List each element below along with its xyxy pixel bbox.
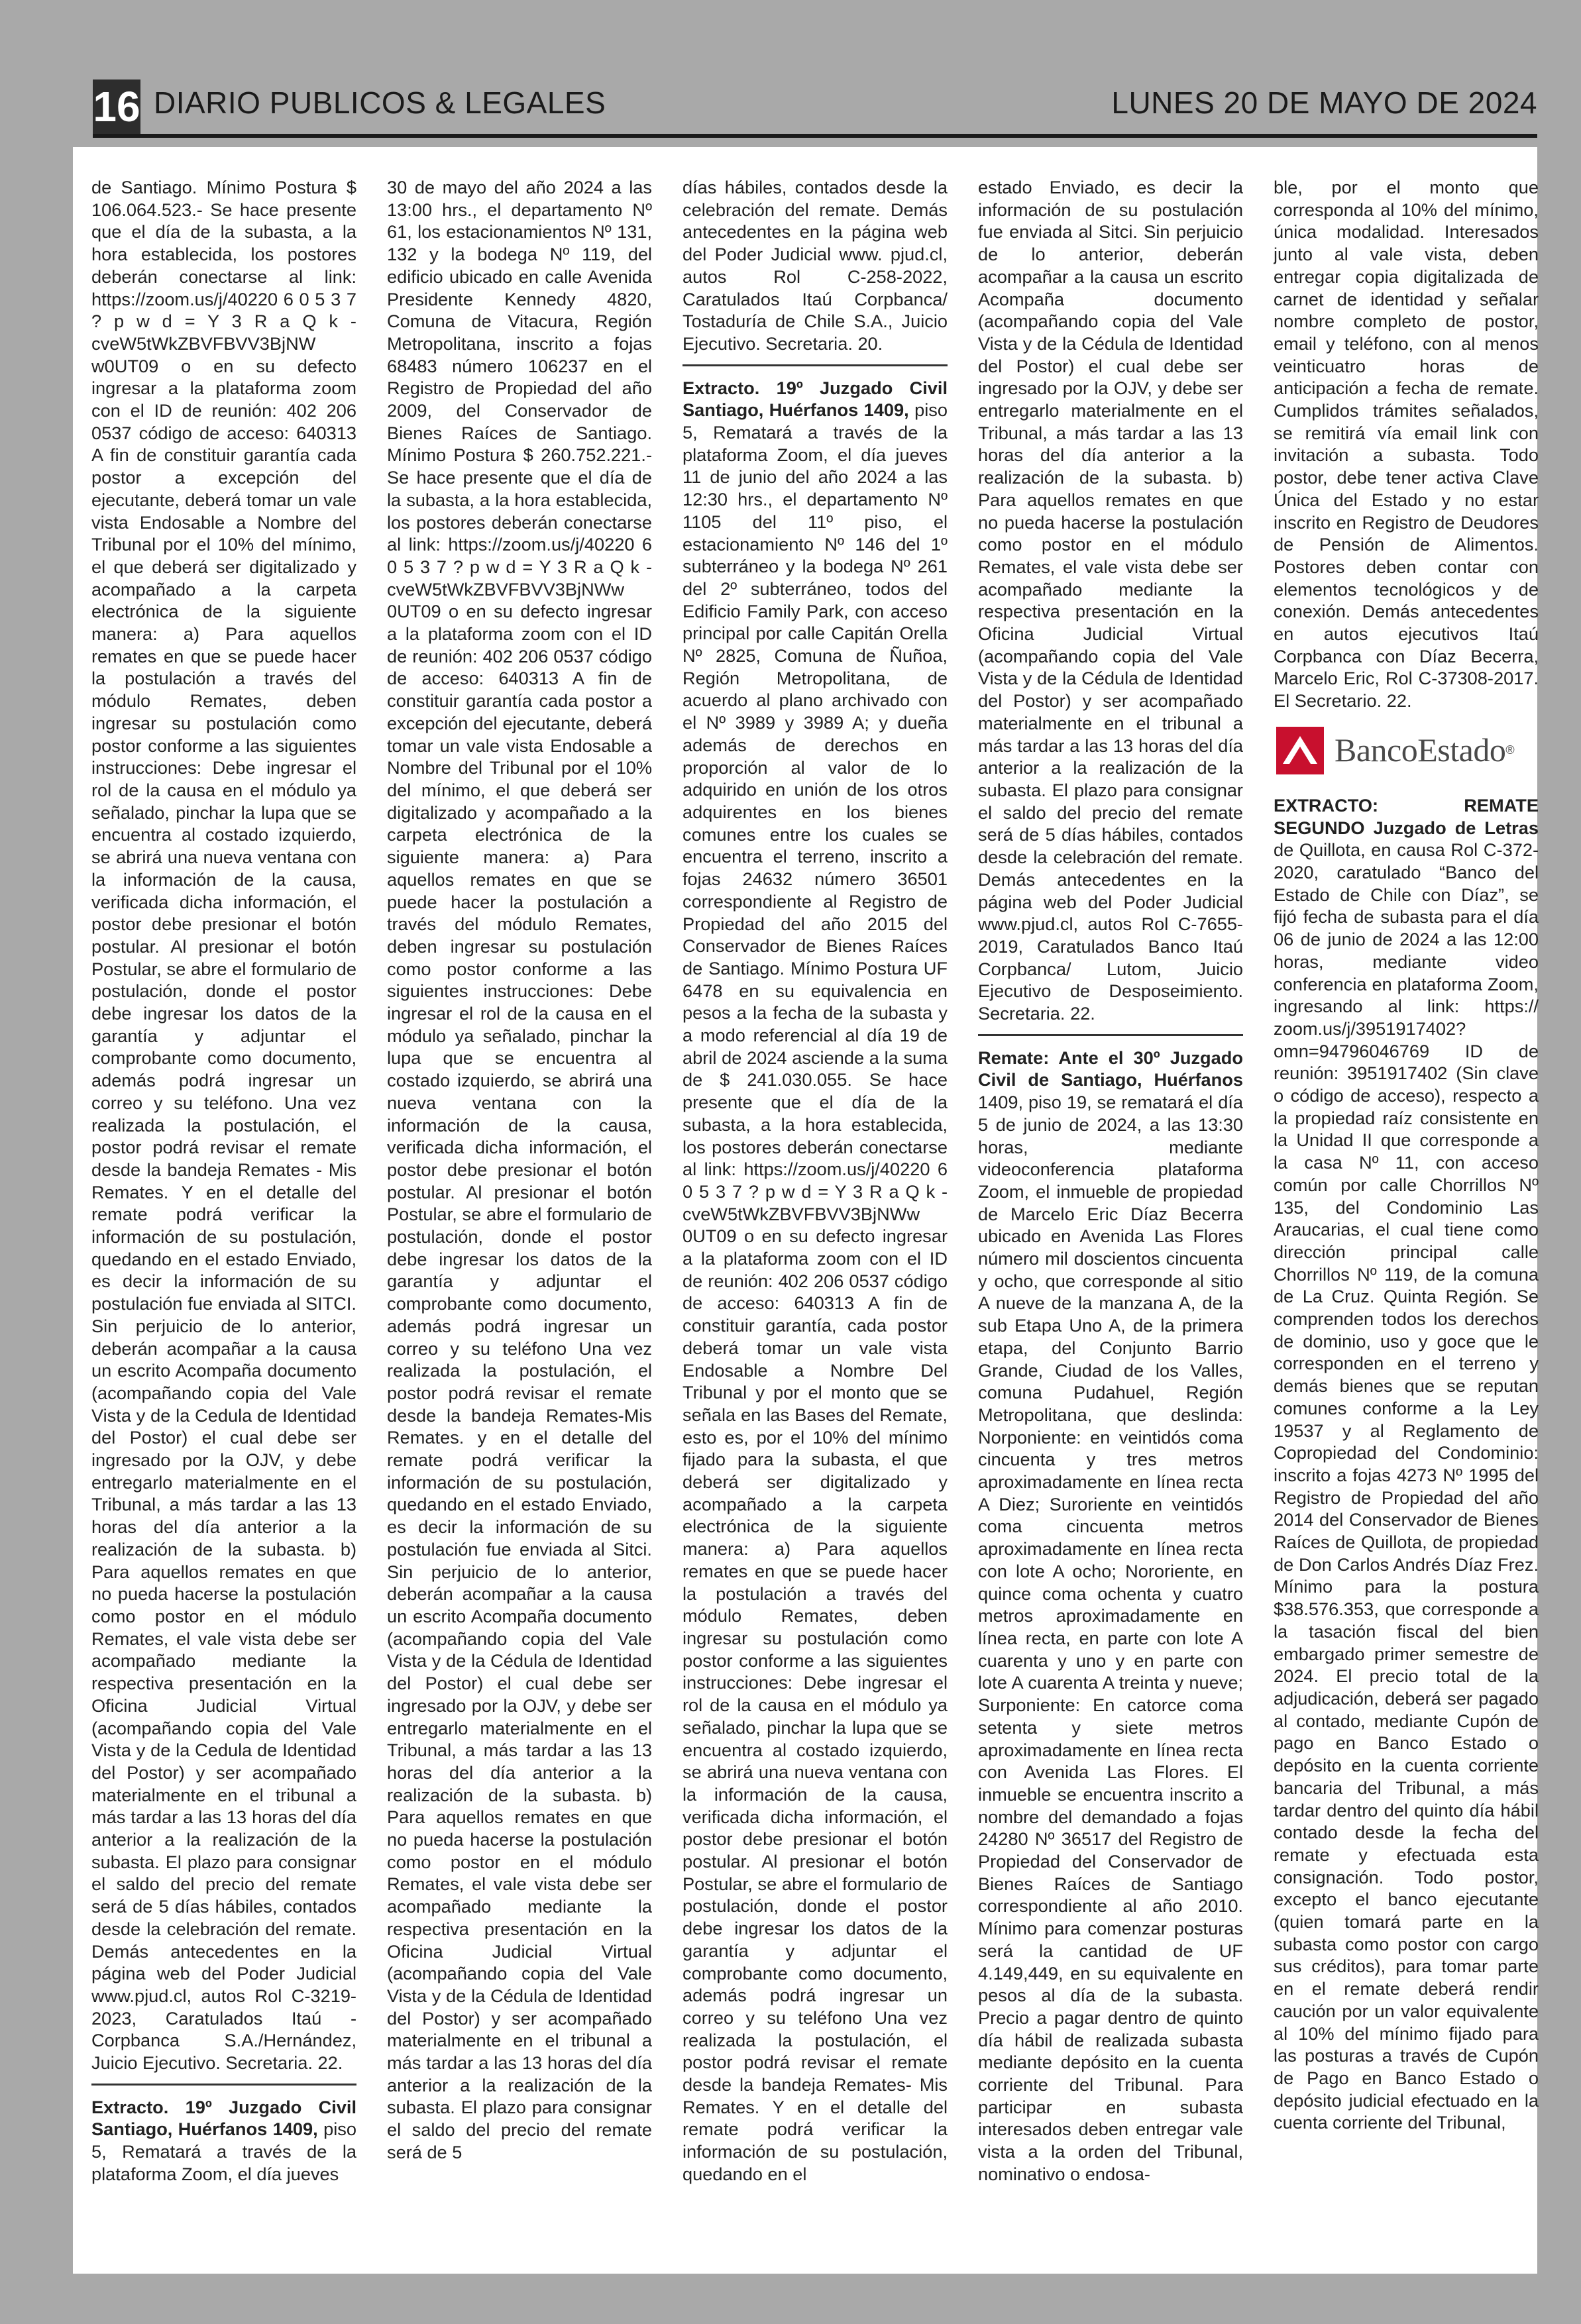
page-header	[93, 79, 1537, 138]
notice-text	[387, 176, 652, 2164]
column-3	[682, 176, 948, 2256]
column-4	[978, 176, 1243, 2256]
column-1	[91, 176, 356, 2256]
notice-text	[682, 176, 948, 355]
notice-text	[91, 176, 356, 2074]
section-title: DIARIO PUBLICOS & LEGALES	[154, 85, 606, 120]
notice-body: estado Enviado, es decir la información de su postulación fue enviada al Sitci. Sin perjuicio de lo anterior, deberán acompañar a la causa un escrito Acompaña documento (acompañando copia del Vale Vista y de la Cédula de Identidad del Postor) el cual debe ser ingresado por la OJV, y debe ser entregarlo materialmente en el Tribunal, a más tardar a las 13 horas del día anterior a la realización de la subasta. b) Para aquellos remates en que no pueda hacerse la postulación como postor en el módulo Remates, el vale vista debe ser acompañado mediante la respectiva presentación en la Oficina Judicial Virtual (acompañando copia del Vale Vista y de la Cédula de Identidad del Postor) y ser acompañado materialmente en el tribunal a más tardar a las 13 horas del día anterior a la realización de la subasta. El plazo para consignar el saldo del precio del remate será de 5 días hábiles, contados desde la celebración del remate. Demás antecedentes en la página web del Poder Judicial www.pjud.cl, autos Rol C-7655-2019, Caratulados Banco Itaú Corpbanca/ Lutom, Juicio Ejecutivo de Desposeimiento. Secretaria. 22.	[978, 177, 1243, 1024]
notice-paragraph	[1274, 794, 1539, 2134]
notice-body: 1409, piso 19, se rematará el día 5 de junio de 2024, a las 13:30 horas, mediante videoconferencia plataforma Zoom, el inmueble de propiedad de Marcelo Eric Díaz Becerra ubicado en Avenida Las Flores número mil doscientos cincuenta y ocho, que corresponde al sitio A nueve de la manzana A, de la sub Etapa Uno A, de la primera etapa, del Conjunto Barrio Grande, Ciudad de los Valles, comuna Pudahuel, Región Metropolitana, que deslinda: Norponiente: en veintidós coma cincuenta y tres metros aproximadamente en línea recta A Diez; Suroriente en veintidós coma cincuenta metros aproximadamente en línea recta con lote A ocho; Nororiente, en quince coma ochenta y cuatro metros aproximadamente en línea recta, en parte con lote A cuarenta y uno y en parte con lote A cuarenta A treinta y nueve; Surponiente: En catorce coma setenta y siete metros aproximadamente en línea recta con Avenida Las Flores. El inmueble se encuentra inscrito a nombre del demandado a fojas 24280 Nº 36517 del Registro de Propiedad del Conservador de Bienes Raíces de Santiago correspondiente al año 2010. Mínimo para comenzar posturas será la cantidad de UF 4.149,449, en su equivalente en pesos al día de la subasta. Precio a pagar dentro de quinto día hábil de realizada subasta mediante depósito en la cuenta corriente del Tribunal. Para participar en subasta interesados deben entregar vale vista a la orden del Tribunal, nominativo o endosa-	[978, 1092, 1243, 2184]
notice-body: ble, por el monto que corresponda al 10% del mínimo, única modalidad. Interesados junto al vale vista, deben entregar copia digitalizada de carnet de identidad y señalar nombre completo de postor, email y teléfono, con al menos veinticuatro horas de anticipación a fecha de remate. Cumplidos trámites señalados, se remitirá vía email link con invitación a subasta. Todo postor, debe tener activa Clave Única del Estado y no estar inscrito en Registro de Deudores de Pensión de Alimentos. Postores deben contar con elementos tecnológicos y de conexión. Demás antecedentes en autos ejecutivos Itaú Corpbanca con Díaz Becerra, Marcelo Eric, Rol C-37308-2017. El Secretario. 22.	[1274, 177, 1539, 712]
notice-text	[978, 176, 1243, 1025]
notice-body: días hábiles, contados desde la celebración del remate. Demás antecedentes en la página web del Poder Judicial www. pjud.cl, autos Rol C-258-2022, Caratulados Itaú Corpbanca/ Tostaduría de Chile S.A., Juicio Ejecutivo. Secretaria. 20.	[682, 177, 948, 354]
content-sheet	[73, 147, 1537, 2274]
notice-divider	[91, 2084, 356, 2086]
logo-wordmark: BancoEstado	[1335, 731, 1506, 769]
registered-mark: ®	[1505, 743, 1515, 757]
page-number: 16	[93, 79, 140, 134]
column-5	[1274, 176, 1539, 2256]
issue-date: LUNES 20 DE MAYO DE 2024	[1111, 85, 1537, 120]
bancoestado-logo	[1274, 719, 1539, 782]
notice-divider	[978, 1034, 1243, 1036]
notice-heading: Remate: Ante el 30º Juzgado Civil de Santiago, Huérfanos	[978, 1047, 1243, 1090]
notice-heading: EXTRACTO: REMATE SEGUNDO Juzgado de Letras	[1274, 794, 1539, 838]
notice-body: piso 5, Rematará a través de la plataforma Zoom, el día jueves 11 de junio del año 2024 a las 12:30 hrs., el departamento Nº 1105 del 11º piso, el estacionamiento Nº 146 del 1º subterráneo y la bodega Nº 261 del 2º subterráneo, todos del Edificio Family Park, con acceso principal por calle Capitán Orella Nº 2825, Comuna de Ñuñoa, Región Metropolitana, de acuerdo al plano archivado con el Nº 3989 y 3989 A; y dueña además de derechos en proporción al valor de lo adquirido en unión de los otros adquirentes en los bienes comunes entre los cuales se encuentra el terreno, inscrito a fojas 24632 número 36501 correspondiente al Registro de Propiedad del año 2015 del Conservador de Bienes Raíces de Santiago. Mínimo Postura UF 6478 en su equivalencia en pesos a la fecha de la subasta y a modo referencial al día 19 de abril de 2024 asciende a la suma de $ 241.030.055. Se hace presente que el día de la subasta, a la hora establecida, los postores deberán conectarse al link: https://zoom.us/j/40220 6 0 5 3 7 ? p w d = Y 3 R a Q k - cveW5tWkZBVFBVV3BjNWw 0UT09 o en su defecto ingresar a la plataforma zoom con el ID de reunión: 402 206 0537 código de acceso: 640313 A fin de constituir garantía, cada postor deberá tomar un vale vista Endosable a Nombre Del Tribunal y por el monto que se señala en las Bases del Remate, esto es, por el 10% del mínimo fijado para la subasta, el que deberá ser digitalizado y acompañado a la carpeta electrónica de la siguiente manera: a) Para aquellos remates en que se puede hacer la postulación a través del módulo Remates, deben ingresar su postulación como postor conforme a las siguientes instrucciones: Debe ingresar el rol de la causa en el módulo ya señalado, pinchar la lupa que se encuentra al costado izquierdo, se abrirá una nueva ventana con la información de la causa, verificada dicha información, el postor debe presionar el botón postular. Al presionar el botón Postular, se abre el formulario de postulación, donde el postor debe ingresar los datos de la garantía y adjuntar el comprobante como documento, además podrá ingresar un correo y su teléfono Una vez realizada la postulación, el postor podrá revisar el remate desde la bandeja Remates- Mis Remates. Y en el detalle del remate podrá verificar la información de su postulación, quedando en el	[682, 399, 948, 2184]
notice-body: de Quillota, en causa Rol C-372-2020, caratulado “Banco del Estado de Chile con Díaz”, se fijó fecha de subasta para el día 06 de junio de 2024 a las 12:00 horas, mediante video conferencia en plataforma Zoom, ingresando al link: https:// zoom.us/j/3951917402?omn=94796046769 ID de reunión: 3951917402 (Sin clave o código de acceso), respecto a la propiedad raíz consistente en la Unidad II que corresponde a la casa Nº 11, con acceso común por calle Chorrillos Nº 135, del Condominio Las Araucarias, el cual tiene como dirección principal calle Chorrillos Nº 119, de la comuna de La Cruz. Quinta Región. Se comprenden todos los derechos de dominio, uso y goce que le corresponden en el terreno y demás bienes que se reputan comunes conforme a la Ley 19537 y al Reglamento de Copropiedad del Condominio: inscrito a fojas 4273 Nº 1995 del Registro de Propiedad del año 2014 del Conservador de Bienes Raíces de Quillota, de propiedad de Don Carlos Andrés Díaz Frez. Mínimo para la postura $38.576.353, que corresponde a la tasación fiscal del bien embargado primer semestre de 2024. El precio total de la adjudicación, deberá ser pagado al contado, mediante Cupón de pago en Banco Estado o depósito en la cuenta corriente bancaria del Tribunal, a más tardar dentro del quinto día hábil contado desde la fecha del remate y efectuada esta consignación. Todo postor, excepto el banco ejecutante (quien tomará parte en la subasta como postor con cargo sus créditos), para tomar parte en el remate deberá rendir caución por un valor equivalente al 10% del mínimo fijado para las posturas a través de Cupón de Pago en Banco Estado o depósito judicial efectuado en la cuenta corriente del Tribunal,	[1274, 839, 1539, 2133]
notice-text	[1274, 176, 1539, 712]
notice-body: 30 de mayo del año 2024 a las 13:00 hrs., el departamento Nº 61, los estacionamientos Nº 131, 132 y la bodega Nº 119, del edificio ubicado en calle Avenida Presidente Kennedy 4820, Comuna de Vitacura, Región Metropolitana, inscrito a fojas 68483 número 106237 en el Registro de Propiedad del año 2009, del Conservador de Bienes Raíces de Santiago. Mínimo Postura $ 260.752.221.- Se hace presente que el día de la subasta, a la hora establecida, los postores deberán conectarse al link: https://zoom.us/j/40220 6 0 5 3 7 ? p w d = Y 3 R a Q k - cveW5tWkZBVFBVV3BjNWw 0UT09 o en su defecto ingresar a la plataforma zoom con el ID de reunión: 402 206 0537 código de acceso: 640313 A fin de constituir garantía cada postor a excepción del ejecutante, deberá tomar un vale vista Endosable a Nombre del Tribunal por el 10% del mínimo, el que deberá ser digitalizado y acompañado a la carpeta electrónica de la siguiente manera: a) Para aquellos remates en que se puede hacer la postulación a través del módulo Remates, deben ingresar su postulación como postor conforme a las siguientes instrucciones: Debe ingresar el rol de la causa en el módulo ya señalado, pinchar la lupa que se encuentra al costado izquierdo, se abrirá una nueva ventana con la información de la causa, verificada dicha información, el postor debe presionar el botón postular. Al presionar el botón Postular, se abre el formulario de postulación, donde el postor debe ingresar los datos de la garantía y adjuntar el comprobante como documento, además podrá ingresar un correo y su teléfono Una vez realizada la postulación, el postor podrá revisar el remate desde la bandeja Remates-Mis Remates. y en el detalle del remate podrá verificar la información de su postulación, quedando en el estado Enviado, es decir la información de su postulación fue enviada al Sitci. Sin perjuicio de lo anterior, deberán acompañar a la causa un escrito Acompaña documento (acompañando copia del Vale Vista y de la Cédula de Identidad del Postor) el cual debe ser ingresado por la OJV, y debe ser entregarlo materialmente en el Tribunal, a más tardar a las 13 horas del día anterior a la realización de la subasta. b) Para aquellos remates en que no pueda hacerse la postulación como postor en el módulo Remates, el vale vista debe ser acompañado mediante la respectiva presentación en la Oficina Judicial Virtual (acompañando copia del Vale Vista y de la Cédula de Identidad del Postor) y ser acompañado materialmente en el tribunal a más tardar a las 13 horas del día anterior a la realización de la subasta. El plazo para consignar el saldo del precio del remate será de 5	[387, 177, 652, 2162]
notice-paragraph	[91, 2096, 356, 2186]
notice-paragraph	[978, 1047, 1243, 2186]
notice-heading: Extracto. 19º Juzgado Civil Santiago, Huérfanos 1409,	[91, 2096, 356, 2140]
notice-heading: Extracto. 19º Juzgado Civil Santiago, Huérfanos 1409,	[682, 377, 948, 421]
notice-divider	[682, 364, 948, 366]
notice-body: piso 5, Rematará a través de la plataforma Zoom, el día jueves	[91, 2119, 356, 2184]
notice-paragraph	[682, 377, 948, 2186]
bank-logo-icon	[1274, 724, 1327, 777]
notice-body: de Santiago. Mínimo Postura $ 106.064.523.- Se hace presente que el día de la subasta, a la hora establecida, los postores deberán conectarse al link: https://zoom.us/j/40220 6 0 5 3 7 ? p w d = Y 3 R a Q k - cveW5tWkZBVFBVV3BjNW w0UT09 o en su defecto ingresar a la plataforma zoom con el ID de reunión: 402 206 0537 código de acceso: 640313 A fin de constituir garantía cada postor a excepción del ejecutante, deberá tomar un vale vista Endosable a Nombre del Tribunal por el 10% del mínimo, el que deberá ser digitalizado y acompañado a la carpeta electrónica de la siguiente manera: a) Para aquellos remates en que se puede hacer la postulación a través del módulo Remates, deben ingresar su postulación como postor conforme a las siguientes instrucciones: Debe ingresar el rol de la causa en el módulo ya señalado, pinchar la lupa que se encuentra al costado izquierdo, se abrirá una nueva ventana con la información de la causa, verificada dicha información, el postor debe presionar el botón postular. Al presionar el botón Postular, se abre el formulario de postulación, donde el postor debe ingresar los datos de la garantía y adjuntar el comprobante como documento, además podrá ingresar un correo y su teléfono. Una vez realizada la postulación, el postor podrá revisar el remate desde la bandeja Remates - Mis Remates. Y en el detalle del remate podrá verificar la información de su postulación, quedando en el estado Enviado, es decir la información de su postulación fue enviada al SITCI. Sin perjuicio de lo anterior, deberán acompañar a la causa un escrito Acompaña documento (acompañando copia del Vale Vista y de la Cedula de Identidad del Postor) el cual debe ser ingresado por la OJV, y debe entregarlo materialmente en el Tribunal, a más tardar a las 13 horas del día anterior a la realización de la subasta. b) Para aquellos remates en que no pueda hacerse la postulación como postor en el módulo Remates, el vale vista debe ser acompañado mediante la respectiva presentación en la Oficina Judicial Virtual (acompañando copia del Vale Vista y de la Cedula de Identidad del Postor) y ser acompañado materialmente en el tribunal a más tardar a las 13 horas del día anterior a la realización de la subasta. El plazo para consignar el saldo del precio del remate será de 5 días hábiles, contados desde la celebración del remate. Demás antecedentes en la página web del Poder Judicial www.pjud.cl, autos Rol C-3219-2023, Caratulados Itaú - Corpbanca S.A./Hernández, Juicio Ejecutivo. Secretaria. 22.	[91, 177, 356, 2074]
column-2	[387, 176, 652, 2256]
